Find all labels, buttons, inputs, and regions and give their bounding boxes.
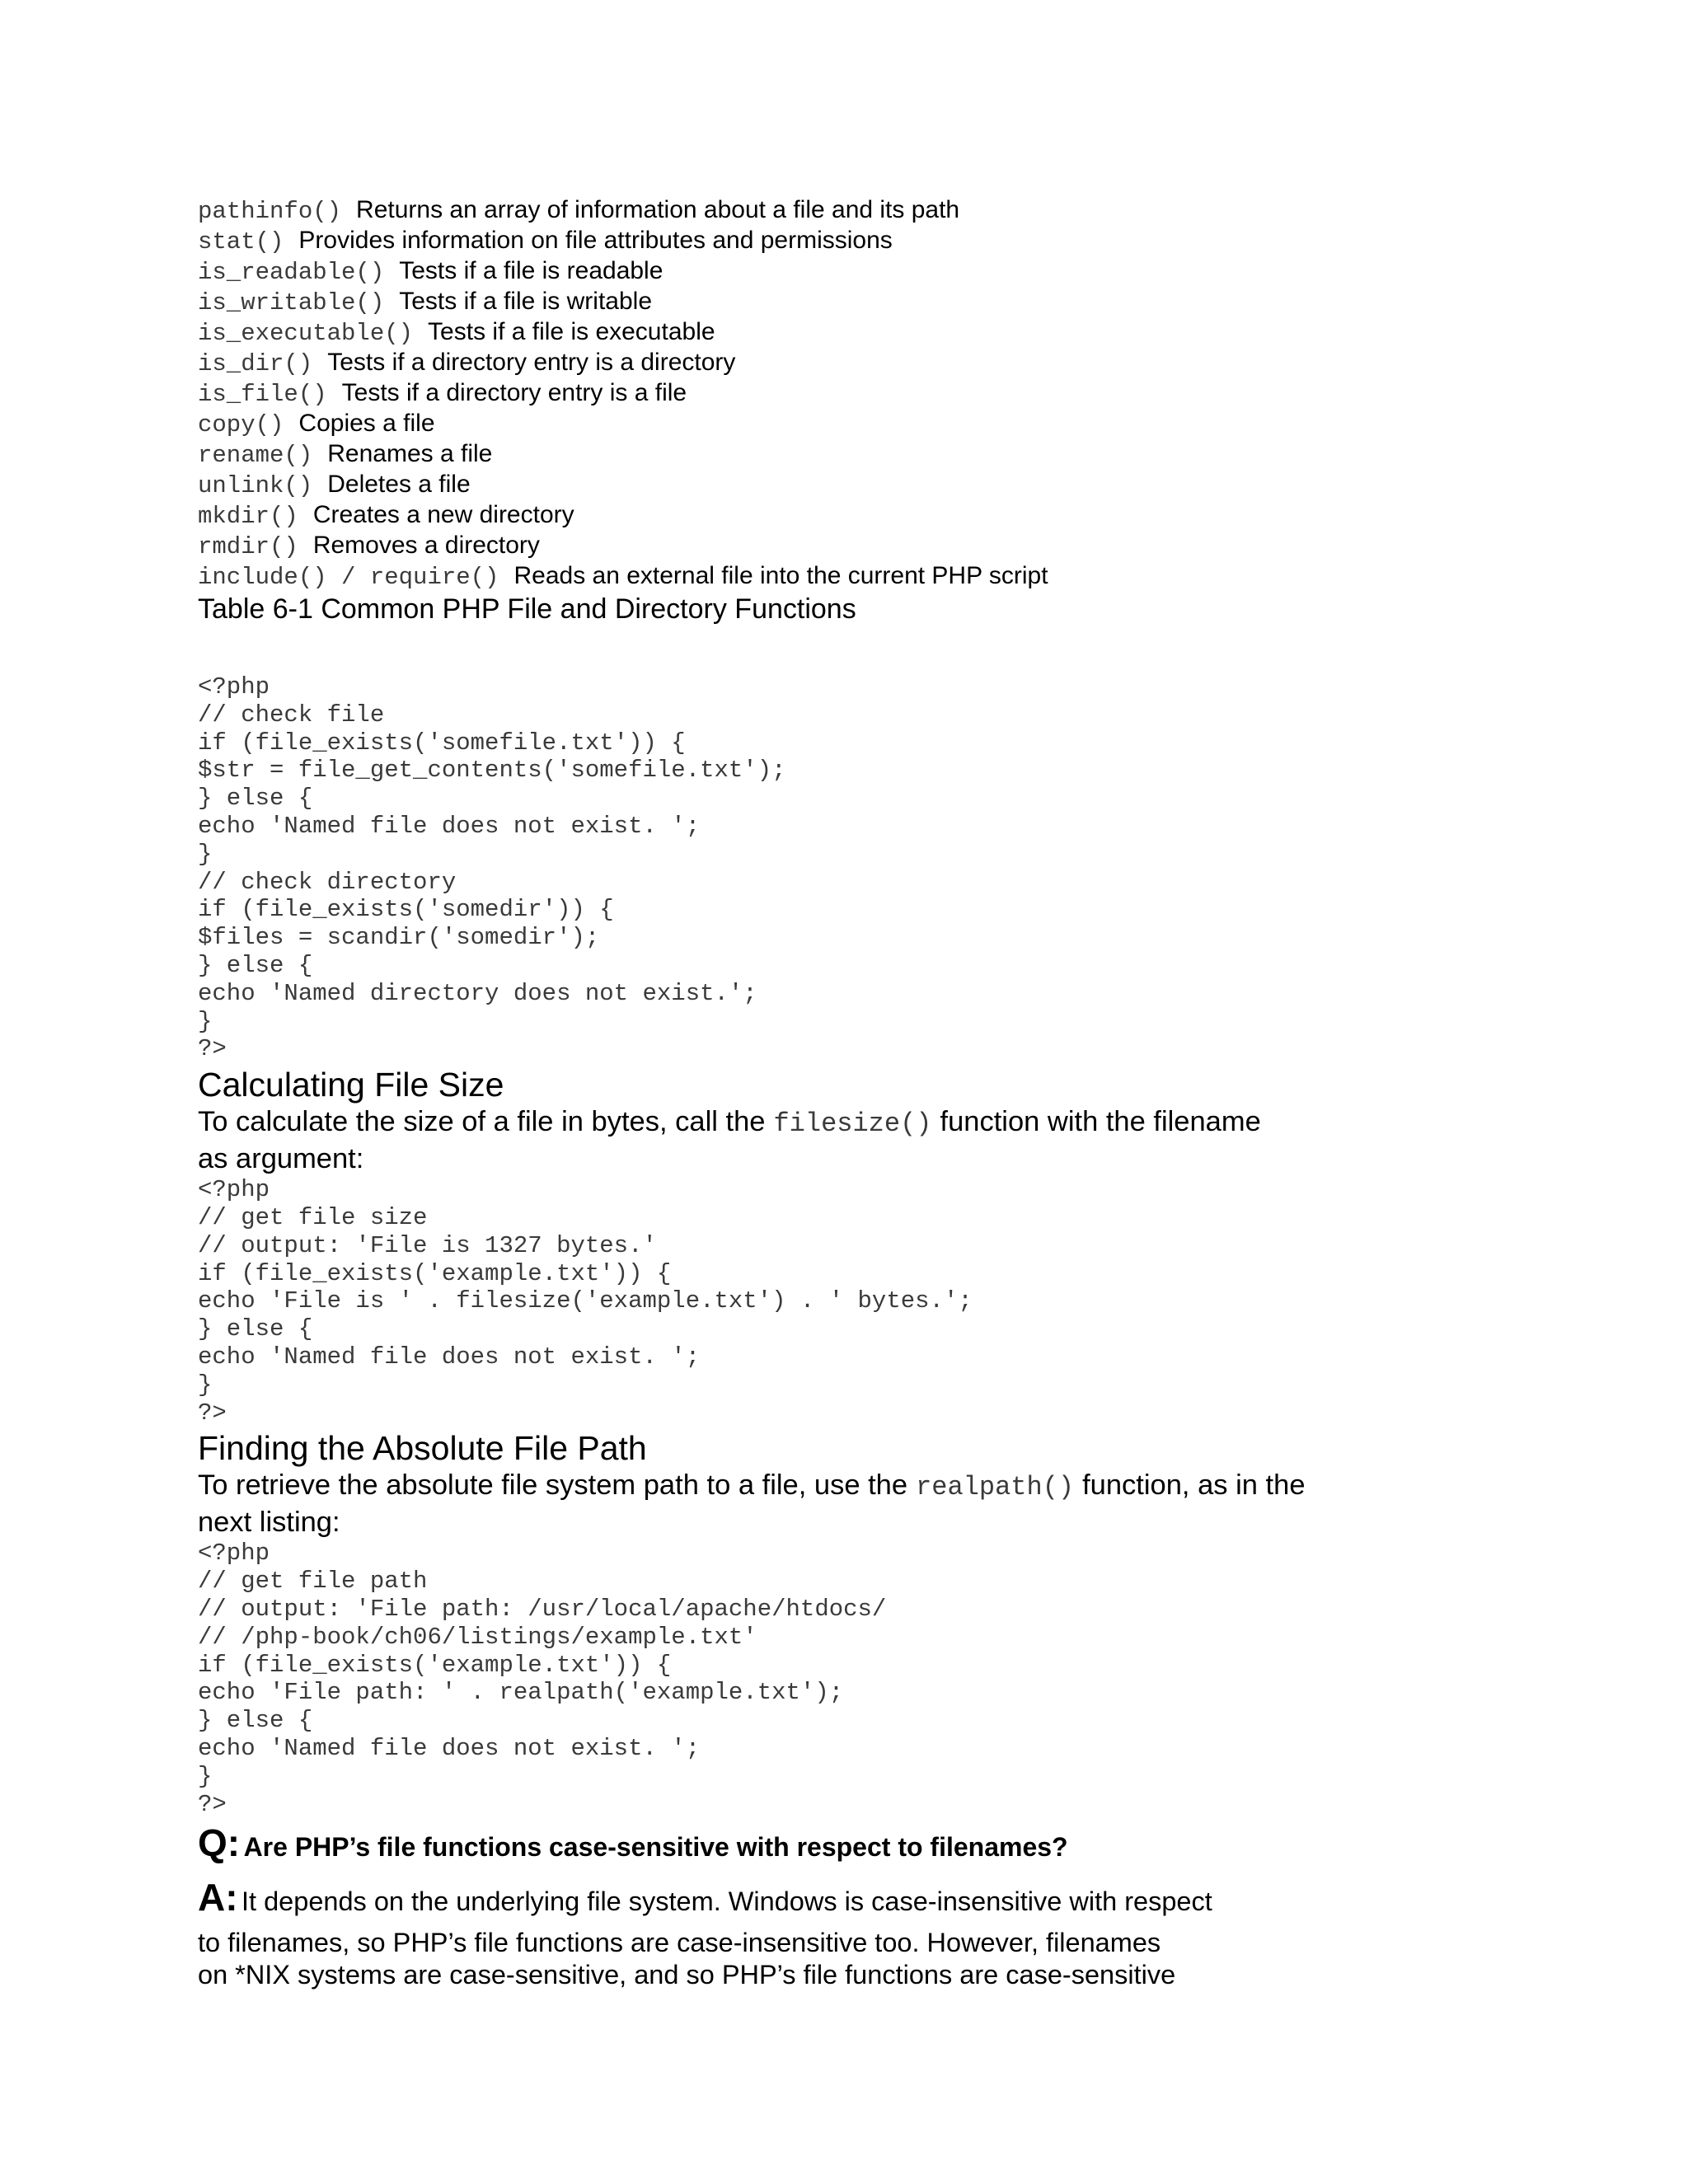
intro-text: function with the filename [940, 1106, 1261, 1138]
function-description: Returns an array of information about a file and its path [356, 196, 960, 223]
function-row [198, 255, 1566, 286]
intro-text: function, as in the [1082, 1469, 1306, 1502]
function-row [198, 194, 1566, 225]
intro-text: To calculate the size of a file in bytes, call the [198, 1106, 766, 1138]
function-row [198, 408, 1566, 438]
question-mark-label: Q: [198, 1821, 241, 1865]
function-description: Reads an external file into the current PHP script [513, 562, 1048, 589]
function-row [198, 377, 1566, 408]
function-row [198, 225, 1566, 255]
function-row [198, 560, 1566, 591]
document-page [198, 194, 1566, 1991]
question-text: Are PHP’s file functions case-sensitive with respect to filenames? [243, 1832, 1068, 1863]
function-name: rmdir() [198, 533, 298, 560]
function-name: is_writable() [198, 289, 385, 316]
function-name: rename() [198, 442, 313, 469]
function-row [198, 499, 1566, 530]
answer-mark-label: A: [198, 1876, 238, 1919]
inline-code: realpath() [916, 1472, 1075, 1503]
function-row [198, 438, 1566, 469]
function-row [198, 347, 1566, 377]
intro-text: To retrieve the absolute file system path to a file, use the [198, 1469, 908, 1502]
function-name: pathinfo() [198, 198, 342, 225]
question [198, 1821, 1566, 1874]
intro-text: as argument: [198, 1143, 364, 1175]
function-description: Tests if a file is readable [399, 257, 663, 284]
section-intro-absolute-path [198, 1468, 1566, 1540]
function-name: copy() [198, 411, 284, 438]
intro-text: next listing: [198, 1507, 340, 1539]
inline-code: filesize() [773, 1108, 932, 1140]
function-description: Provides information on file attributes and permissions [298, 227, 893, 254]
function-name: is_dir() [198, 350, 313, 377]
function-description: Removes a directory [312, 532, 540, 559]
section-intro-file-size [198, 1104, 1566, 1176]
section-heading-file-size: Calculating File Size [198, 1066, 504, 1104]
function-description: Tests if a directory entry is a file [341, 379, 687, 406]
function-list [198, 194, 1566, 591]
function-row [198, 530, 1566, 560]
answer-line: on *NIX systems are case-sensitive, and so PHP’s file functions are case-sensitive [198, 1960, 1176, 1990]
code-listing-check-exists: <?php // check file if (file_exists('somefile.txt')) { $str = file_get_contents('somefile.txt'); } else { echo 'Named file does not exist. '; } // check directory if (file_exists('somedir')) { $files = scandir('somedir'); } else { echo 'Named directory does not exist.'; } ?> [198, 673, 786, 1063]
function-description: Creates a new directory [312, 501, 574, 528]
function-name: include() / require() [198, 564, 499, 591]
section-heading-absolute-path: Finding the Absolute File Path [198, 1429, 647, 1468]
code-listing-absolute-path: <?php // get file path // output: 'File path: /usr/local/apache/htdocs/ // /php-book/ch06/listings/example.txt' if (file_exists('example.txt')) { echo 'File path: ' . realpath('example.txt'); } else { echo 'Named file does not exist. '; } ?> [198, 1540, 887, 1818]
function-description: Tests if a file is executable [428, 318, 715, 345]
function-row [198, 316, 1566, 347]
function-description: Tests if a directory entry is a directory [327, 349, 736, 376]
function-name: stat() [198, 228, 284, 255]
table-caption: Table 6-1 Common PHP File and Directory Functions [198, 593, 856, 625]
function-row [198, 286, 1566, 316]
function-description: Copies a file [298, 410, 435, 437]
function-description: Renames a file [327, 440, 493, 467]
code-listing-file-size: <?php // get file size // output: 'File is 1327 bytes.' if (file_exists('example.txt')) { echo 'File is ' . filesize('example.txt') . ' bytes.'; } else { echo 'Named file does not exist. '; } ?> [198, 1176, 973, 1427]
function-name: unlink() [198, 472, 313, 499]
function-name: is_readable() [198, 259, 385, 286]
function-name: is_file() [198, 381, 327, 408]
function-description: Deletes a file [327, 471, 471, 498]
function-name: mkdir() [198, 503, 298, 530]
function-row [198, 469, 1566, 499]
answer [198, 1877, 1566, 1927]
answer-text: It depends on the underlying file system. Windows is case-insensitive with respect [241, 1886, 1212, 1917]
function-description: Tests if a file is writable [399, 288, 653, 315]
answer-line: to filenames, so PHP’s file functions are case-insensitive too. However, filenames [198, 1928, 1161, 1958]
function-name: is_executable() [198, 320, 414, 347]
